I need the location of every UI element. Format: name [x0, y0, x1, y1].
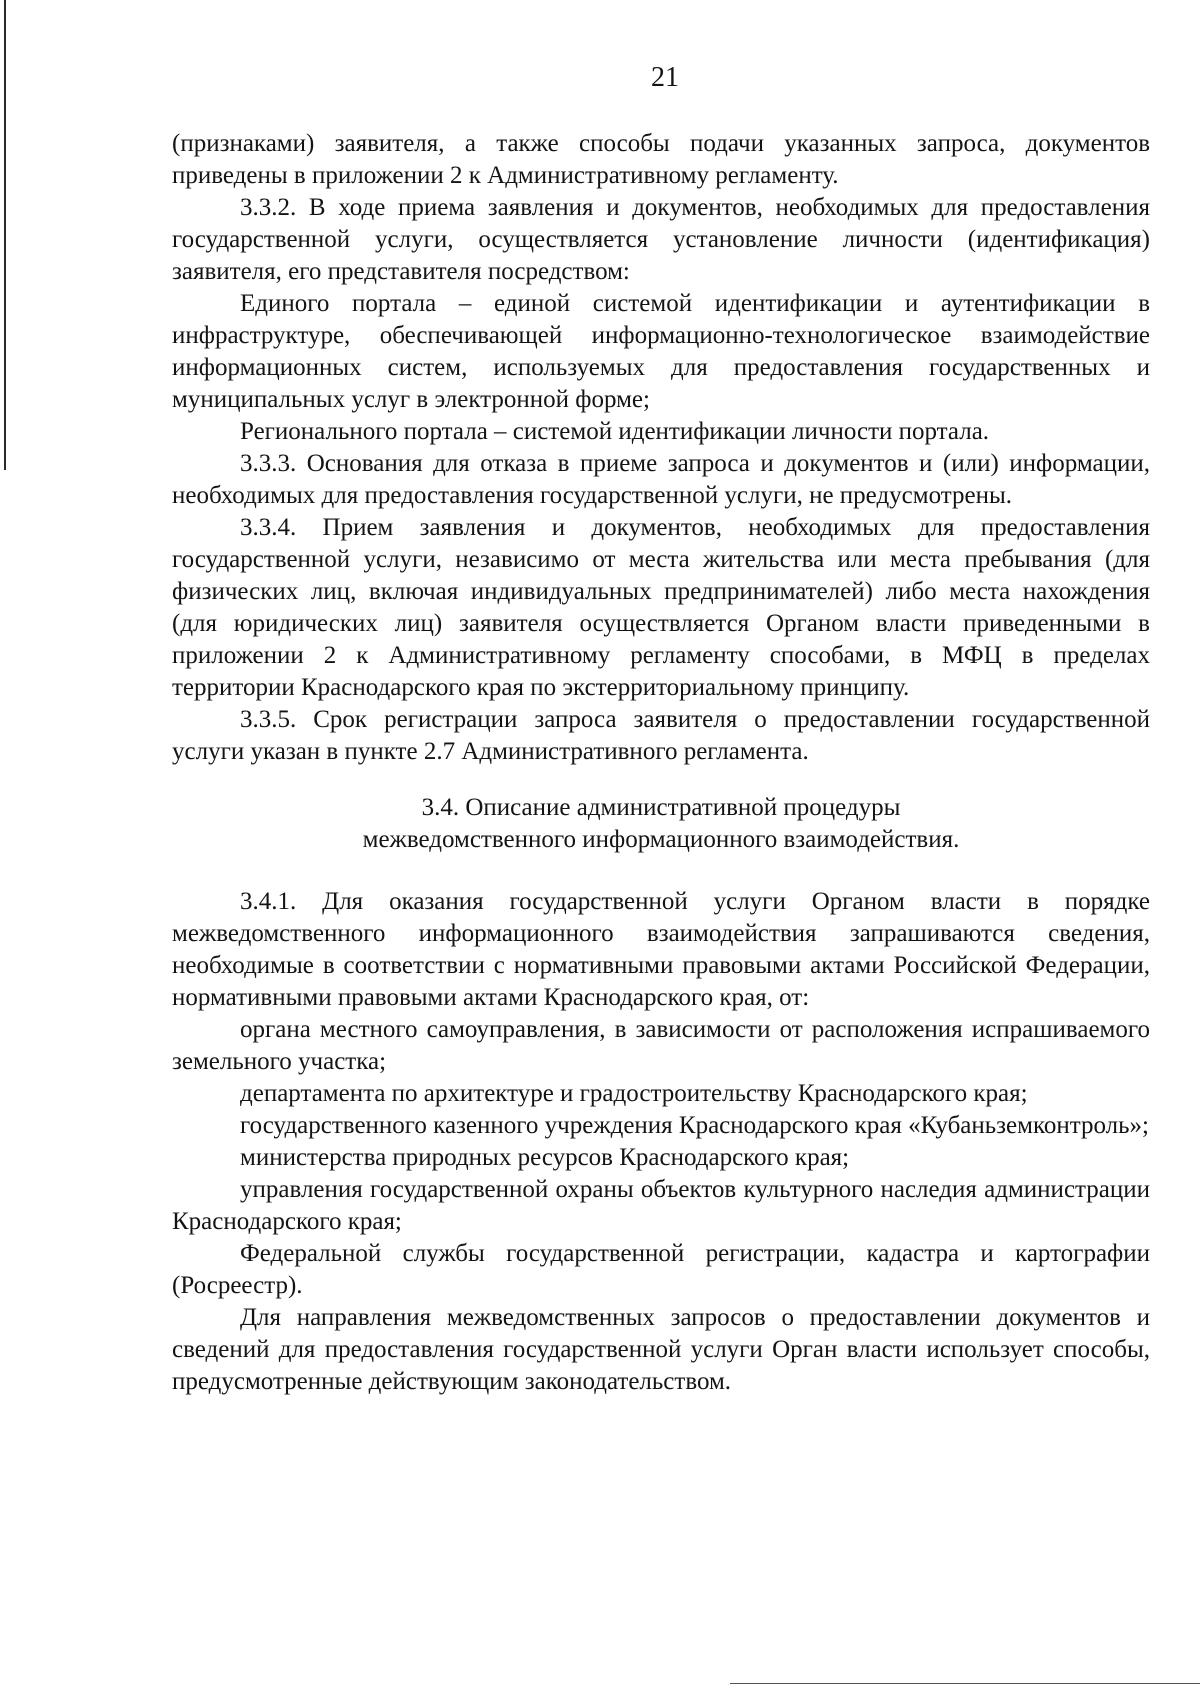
paragraph-3-3-4: 3.3.4. Прием заявления и документов, необходимых для предоставления государственной услуги, независимо от места жительства или места пребывания (для физических лиц, включая индивидуальных предпринимателей) либо места нахождения (для юридических лиц) заявителя осуществляется Органом власти приведенными в приложении 2 к Административному регламенту способами, в МФЦ в пределах территории Краснодарского края по экстерриториальному принципу.: [172, 514, 1150, 701]
section-heading-line-2: межведомственного информационного взаимодействия.: [362, 826, 960, 853]
list-item-kubanzemkontrol: государственного казенного учреждения Краснодарского края «Кубаньземконтроль»;: [240, 1112, 1149, 1139]
paragraph-interagency-requests: Для направления межведомственных запросов о предоставлении документов и сведений для предоставления государственной услуги Орган власти использует способы, предусмотренные действующим законодательством.: [172, 1304, 1150, 1395]
list-item-cultural-heritage-department: управления государственной охраны объектов культурного наследия администрации Краснодарского края;: [172, 1176, 1150, 1235]
page-number: 21: [651, 62, 679, 93]
list-item-architecture-department: департамента по архитектуре и градостроительству Краснодарского края;: [240, 1080, 1028, 1107]
paragraph-unified-portal: Единого портала – единой системой идентификации и аутентификации в инфраструктуре, обеспечивающей информационно-технологическое взаимодействие информационных систем, используемых для предоставления государственных и муниципальных услуг в электронной форме;: [172, 290, 1150, 413]
section-heading-line-1: 3.4. Описание административной процедуры: [421, 794, 901, 821]
paragraph-regional-portal: Регионального портала – системой идентификации личности портала.: [240, 418, 990, 445]
paragraph-3-3-3: 3.3.3. Основания для отказа в приеме запроса и документов и (или) информации, необходимых для предоставления государственной услуги, не предусмотрены.: [172, 450, 1150, 509]
paragraph-3-4-1: 3.4.1. Для оказания государственной услуги Органом власти в порядке межведомственного информационного взаимодействия запрашиваются сведения, необходимые в соответствии с нормативными правовыми актами Российской Федерации, нормативными правовыми актами Краснодарского края, от:: [172, 888, 1150, 1011]
paragraph-3-3-5: 3.3.5. Срок регистрации запроса заявителя о предоставлении государственной услуги указан в пункте 2.7 Административного регламента.: [172, 706, 1150, 765]
list-item-local-government: органа местного самоуправления, в зависимости от расположения испрашиваемого земельного участка;: [172, 1016, 1150, 1075]
paragraph-3-3-2: 3.3.2. В ходе приема заявления и документов, необходимых для предоставления государственной услуги, осуществляется установление личности (идентификация) заявителя, его представителя посредством:: [172, 194, 1150, 285]
list-item-natural-resources-ministry: министерства природных ресурсов Краснодарского края;: [240, 1144, 850, 1171]
scan-bottom-edge-line: [730, 1683, 1200, 1684]
document-body: [172, 128, 1150, 1398]
paragraph-continuation: (признаками) заявителя, а также способы подачи указанных запроса, документов приведены в приложении 2 к Административному регламенту.: [172, 130, 1150, 189]
section-heading-3-4: [172, 792, 1150, 856]
list-item-rosreestr: Федеральной службы государственной регистрации, кадастра и картографии (Росреестр).: [172, 1240, 1150, 1299]
